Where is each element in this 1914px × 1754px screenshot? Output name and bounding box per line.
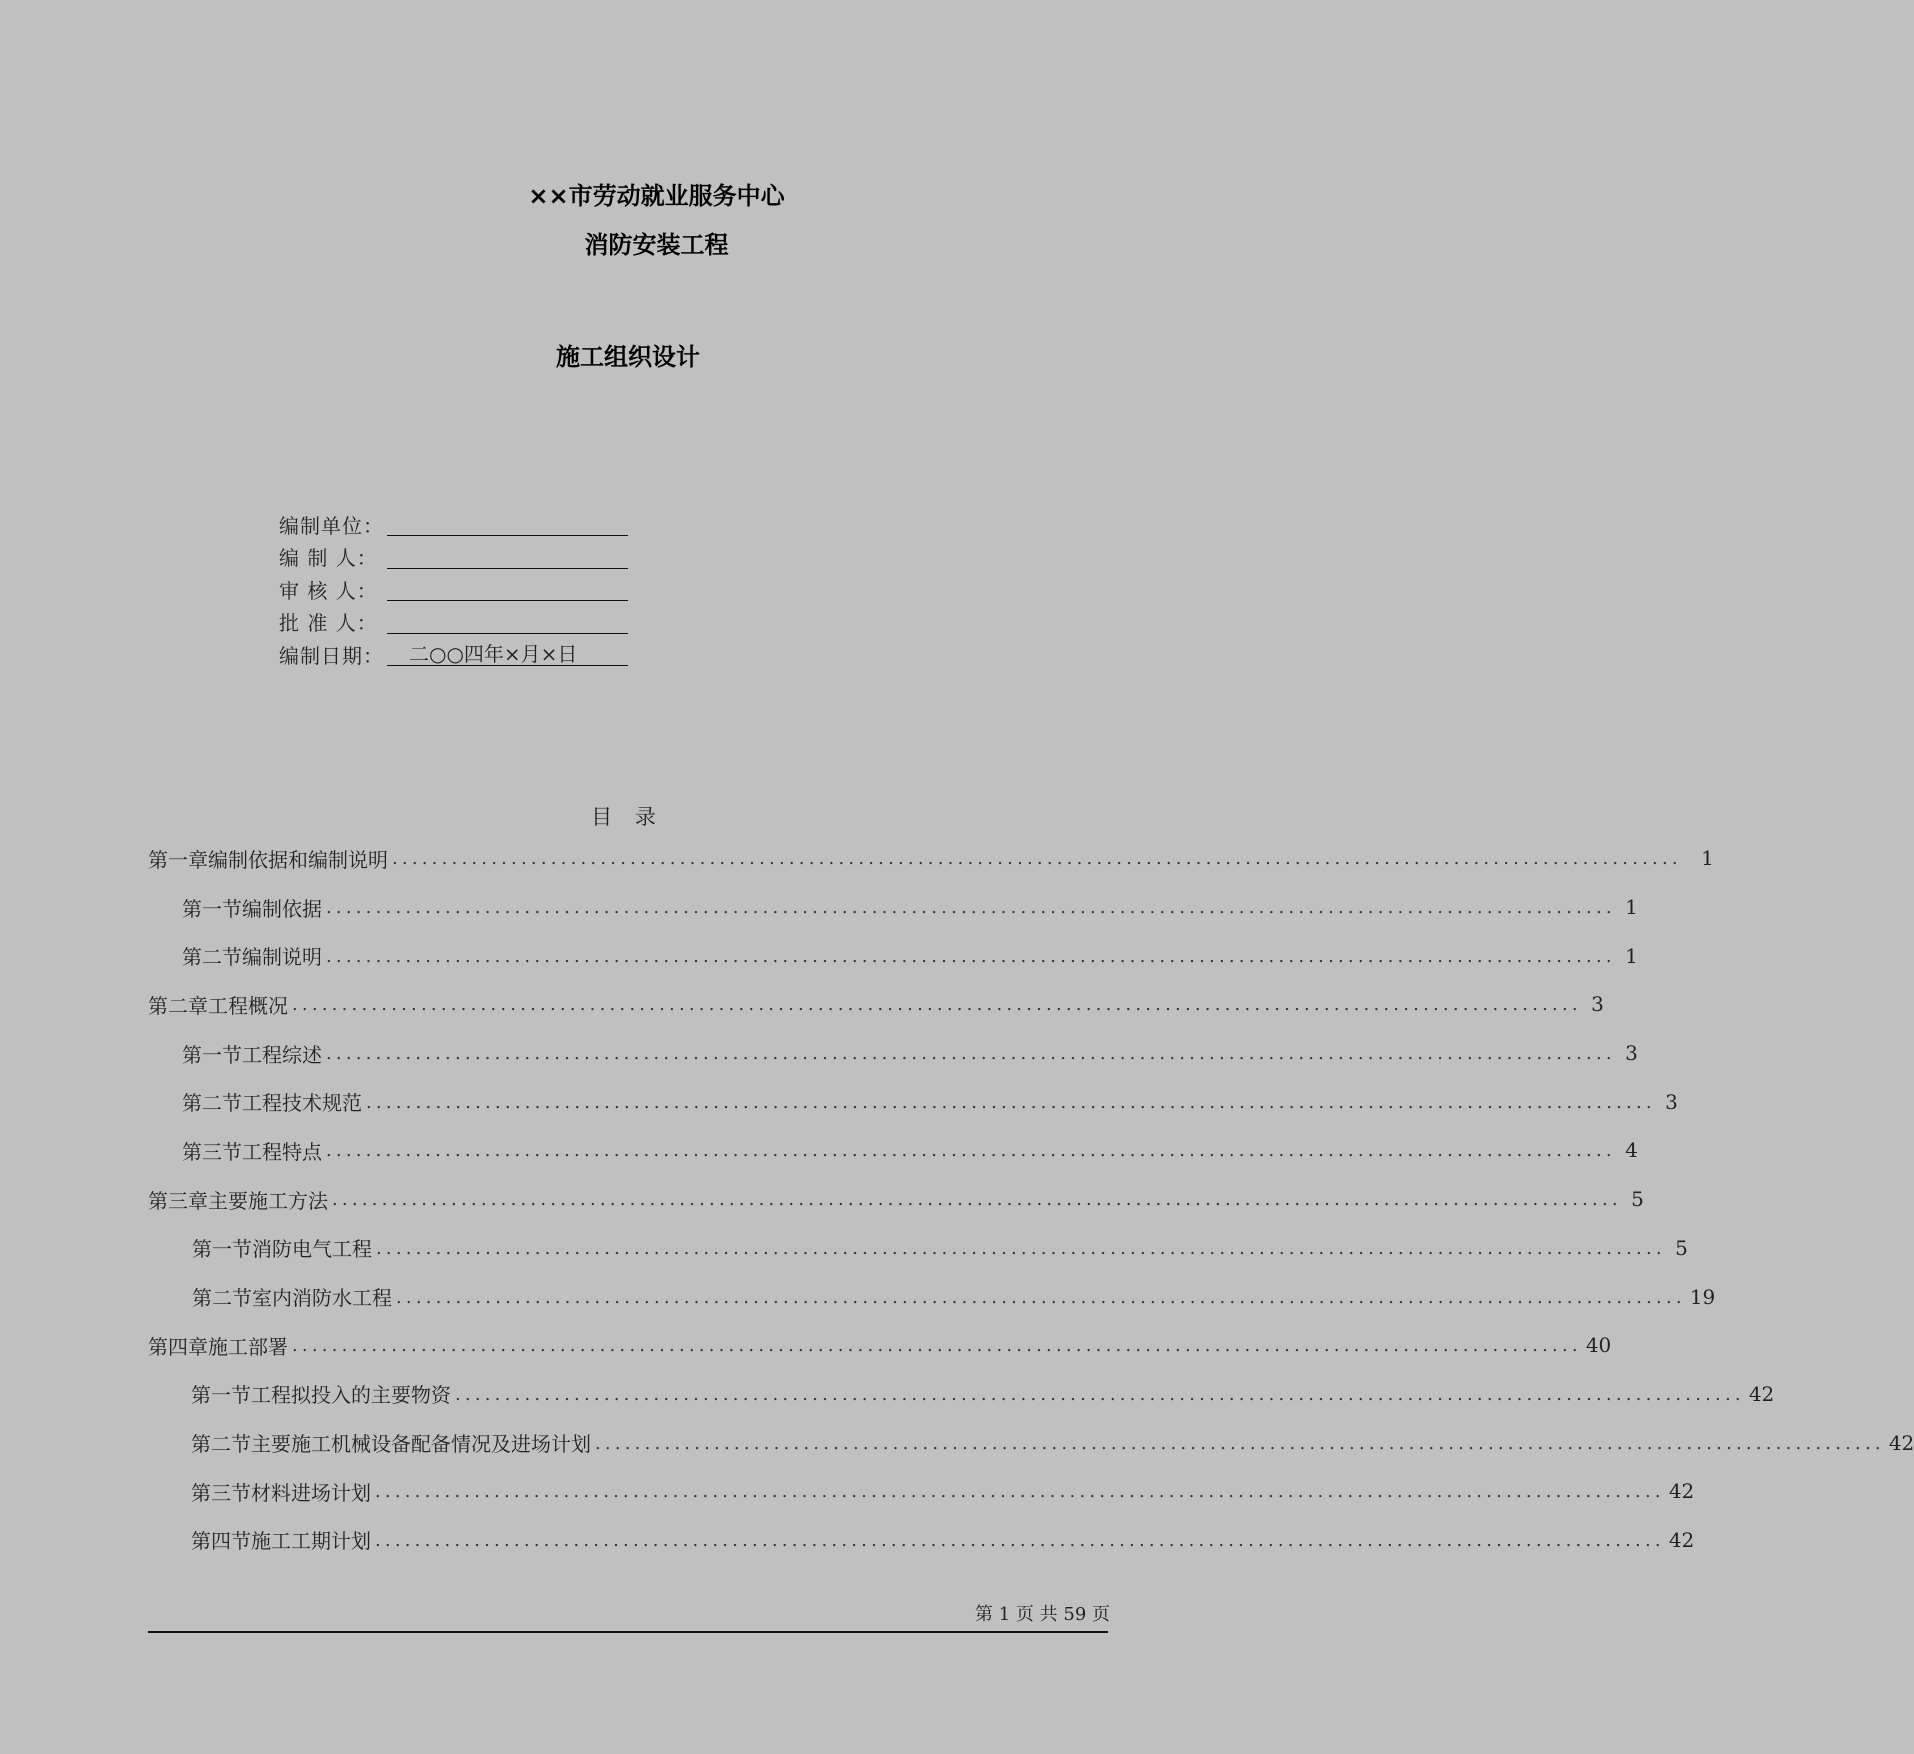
- toc-entry-title: 施工部署: [208, 1334, 288, 1359]
- toc-entry-number: 第一节: [192, 1237, 252, 1262]
- toc-entry-title: 主要施工方法: [208, 1188, 328, 1213]
- cover-title-line3: 施工组织设计: [556, 343, 700, 371]
- toc-entry-section[interactable]: [148, 1029, 1638, 1078]
- info-row-unit: [279, 508, 628, 541]
- toc-entry-number: 第一节: [182, 1042, 242, 1067]
- toc-entry-page: 42: [1668, 1479, 1695, 1504]
- toc-entry-section[interactable]: [148, 1516, 1695, 1565]
- toc-dot-leader: ..................................................................................................................................: [595, 1432, 1885, 1454]
- info-value-line: [387, 545, 628, 569]
- info-label: 编 制 人：: [279, 546, 378, 571]
- toc-dot-leader: ..................................................................................................................................: [292, 1335, 1582, 1357]
- toc-dot-leader: ..................................................................................................................................: [366, 1091, 1656, 1113]
- toc-entry-section[interactable]: [148, 1077, 1678, 1126]
- toc-entry-section[interactable]: [148, 1224, 1688, 1273]
- toc-dot-leader: ..................................................................................................................................: [376, 1237, 1666, 1259]
- toc-entry-number: 第二节: [182, 945, 242, 970]
- info-label: 批 准 人：: [279, 611, 378, 636]
- toc-entry-title: 消防电气工程: [252, 1237, 372, 1262]
- toc-entry-title: 编制说明: [242, 945, 322, 970]
- toc-dot-leader: ..................................................................................................................................: [292, 994, 1582, 1016]
- toc-entry-number: 第一节: [182, 896, 242, 921]
- info-value-line: [387, 512, 628, 536]
- info-row-approver: [279, 606, 628, 639]
- toc-entry-page: 3: [1625, 1041, 1638, 1066]
- toc-dot-leader: ..................................................................................................................................: [326, 945, 1616, 967]
- toc-entry-page: 19: [1689, 1284, 1716, 1309]
- info-label: 审 核 人：: [279, 578, 378, 603]
- toc-entry-number: 第四节: [191, 1529, 251, 1554]
- toc-entry-title: 工程概况: [208, 993, 288, 1018]
- toc-entry-section[interactable]: [148, 1370, 1775, 1419]
- toc-entry-section[interactable]: [148, 931, 1638, 980]
- cover-title-line1: ××市劳动就业服务中心: [528, 182, 785, 210]
- toc-entry-section[interactable]: [148, 1126, 1638, 1175]
- toc-dot-leader: ..................................................................................................................................: [375, 1481, 1665, 1503]
- toc-entry-title: 编制依据: [242, 896, 322, 921]
- info-row-author: [279, 541, 628, 574]
- info-label: 编制单位：: [279, 513, 384, 538]
- approval-info-block: [279, 508, 628, 671]
- toc-entry-number: 第四章: [148, 1334, 208, 1359]
- toc-entry-chapter[interactable]: [148, 980, 1604, 1029]
- toc-entry-section[interactable]: [148, 883, 1638, 932]
- toc-entry-page: 40: [1585, 1333, 1612, 1358]
- toc-entry-section[interactable]: [148, 1272, 1716, 1321]
- toc-entry-title: 材料进场计划: [251, 1480, 371, 1505]
- toc-entry-number: 第三节: [182, 1139, 242, 1164]
- toc-entry-section[interactable]: [148, 1467, 1695, 1516]
- page-number-footer: 第 1 页 共 59 页: [975, 1604, 1110, 1625]
- toc-entry-title: 主要施工机械设备配备情况及进场计划: [251, 1432, 591, 1457]
- toc-entry-number: 第一节: [191, 1383, 251, 1408]
- toc-entry-page: 4: [1625, 1138, 1638, 1163]
- toc-dot-leader: ..................................................................................................................................: [396, 1286, 1686, 1308]
- info-label: 编制日期：: [279, 643, 384, 668]
- toc-entry-number: 第二节: [191, 1432, 251, 1457]
- toc-entry-page: 5: [1675, 1235, 1688, 1260]
- toc-dot-leader: ..................................................................................................................................: [326, 897, 1616, 919]
- toc-entry-chapter[interactable]: [148, 834, 1714, 883]
- toc-entry-number: 第二章: [148, 993, 208, 1018]
- toc-dot-leader: ..................................................................................................................................: [326, 1140, 1616, 1162]
- toc-entry-section[interactable]: [148, 1418, 1914, 1467]
- info-value-date: 二○○四年×月×日: [387, 642, 628, 666]
- toc-entry-chapter[interactable]: [148, 1321, 1612, 1370]
- toc-entry-title: 工程拟投入的主要物资: [251, 1383, 451, 1408]
- toc-entry-page: 42: [1748, 1381, 1775, 1406]
- toc-dot-leader: ..................................................................................................................................: [375, 1529, 1665, 1551]
- toc-entry-number: 第二节: [192, 1286, 252, 1311]
- toc-entry-title: 室内消防水工程: [252, 1286, 392, 1311]
- info-row-date: [279, 638, 628, 671]
- toc-entry-page: 1: [1625, 943, 1638, 968]
- toc-entry-title: 工程特点: [242, 1139, 322, 1164]
- toc-entry-page: 1: [1701, 846, 1714, 871]
- toc-entry-page: 3: [1665, 1089, 1678, 1114]
- toc-heading: 目 录: [591, 805, 664, 829]
- table-of-contents: [148, 834, 1914, 1564]
- toc-dot-leader: ..................................................................................................................................: [326, 1043, 1616, 1065]
- toc-entry-title: 工程综述: [242, 1042, 322, 1067]
- info-row-reviewer: [279, 573, 628, 606]
- footer-divider: [148, 1631, 1108, 1633]
- toc-entry-title: 工程技术规范: [242, 1091, 362, 1116]
- toc-entry-number: 第三章: [148, 1188, 208, 1213]
- toc-entry-number: 第二节: [182, 1091, 242, 1116]
- toc-dot-leader: ..................................................................................................................................: [332, 1189, 1622, 1211]
- info-value-line: [387, 577, 628, 601]
- toc-dot-leader: ..................................................................................................................................: [392, 848, 1682, 870]
- toc-entry-page: 42: [1888, 1430, 1914, 1455]
- toc-entry-page: 5: [1631, 1187, 1644, 1212]
- toc-entry-chapter[interactable]: [148, 1175, 1644, 1224]
- toc-entry-number: 第三节: [191, 1480, 251, 1505]
- toc-dot-leader: ..................................................................................................................................: [455, 1383, 1745, 1405]
- toc-entry-page: 1: [1625, 895, 1638, 920]
- info-value-line: [387, 610, 628, 634]
- cover-title-line2: 消防安装工程: [584, 231, 729, 259]
- toc-entry-page: 3: [1591, 992, 1604, 1017]
- toc-entry-title: 编制依据和编制说明: [208, 847, 388, 872]
- toc-entry-number: 第一章: [148, 847, 208, 872]
- toc-entry-title: 施工工期计划: [251, 1529, 371, 1554]
- toc-entry-page: 42: [1668, 1527, 1695, 1552]
